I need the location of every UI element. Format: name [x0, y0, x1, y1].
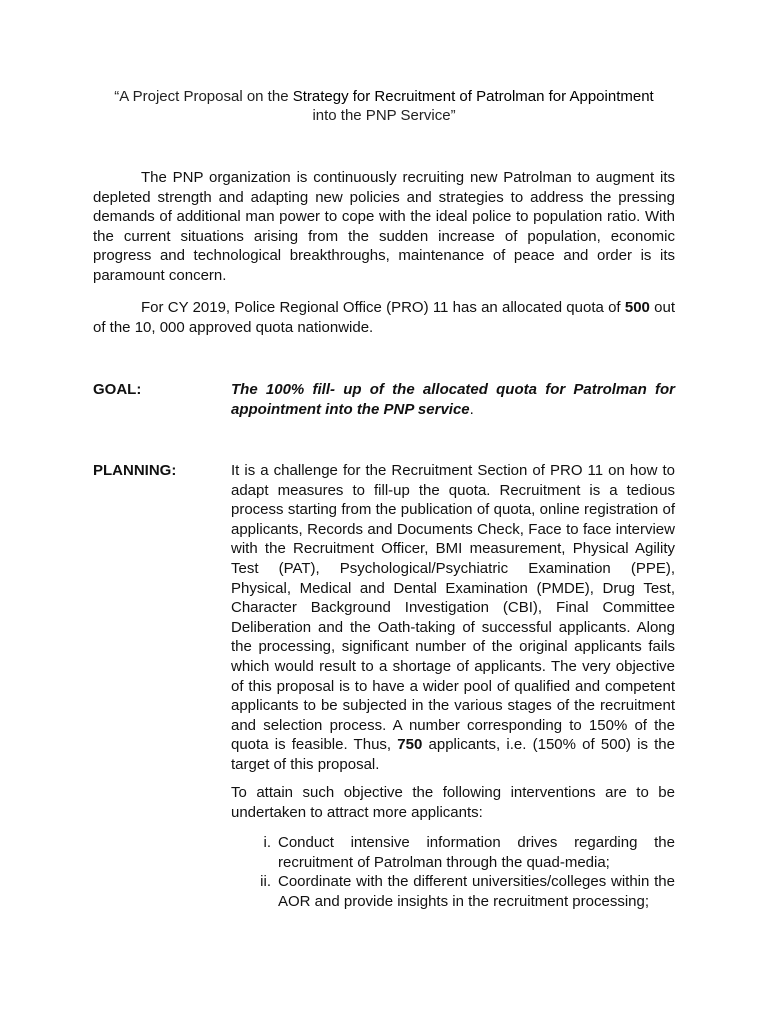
- quota-value: 500: [624, 299, 650, 316]
- target-value: 750: [397, 736, 423, 754]
- interventions-list: [231, 833, 675, 911]
- planning-paragraph-2: To attain such objective the following interventions are to be undertaken to attract more applicants:: [231, 784, 675, 821]
- goal-label: GOAL:: [93, 381, 142, 398]
- document-title: [93, 87, 675, 125]
- list-item-number: i.: [263, 834, 271, 851]
- intro-p2-before: For CY 2019, Police Regional Office (PRO) 11 has an allocated quota of: [141, 299, 625, 316]
- goal-period: .: [469, 400, 474, 418]
- list-item: [231, 872, 675, 911]
- goal-text: The 100% fill- up of the allocated quota for Patrolman for appointment into the PNP service: [231, 381, 675, 418]
- intro-p1-text: The PNP organization is continuously recruiting new Patrolman to augment its depleted strength and adapting new policies and strategies to address the pressing demands of additional man power to cope with the ideal police to population ratio. With the current situations arising from the sudden increase of population, economic progress and technological breakthroughs, maintenance of peace and order is its paramount concern.: [93, 169, 675, 284]
- title-main: Strategy for Recruitment of Patrolman for Appointment: [292, 88, 654, 105]
- title-line2: into the PNP Service”: [312, 107, 456, 124]
- planning-paragraph-1: [231, 461, 675, 775]
- intro-paragraph-1: [93, 168, 675, 286]
- planning-p1-after: applicants, i.e. (150% of 500) is the target of this proposal.: [231, 736, 675, 773]
- title-prefix: “A Project Proposal on the: [114, 88, 293, 105]
- list-item-number: ii.: [260, 873, 271, 891]
- list-item: [231, 833, 675, 872]
- intro-paragraph-2: [93, 298, 675, 337]
- list-item-text: Conduct intensive information drives regarding the recruitment of Patrolman through the quad-media;: [278, 834, 675, 871]
- planning-label: PLANNING:: [93, 462, 177, 479]
- goal-statement: [231, 380, 675, 419]
- list-item-text: Coordinate with the different universities/colleges within the AOR and provide insights in the recruitment processing;: [278, 873, 675, 910]
- planning-p1-text: It is a challenge for the Recruitment Section of PRO 11 on how to adapt measures to fill-up the quota. Recruitment is a tedious process starting from the publication of quota, online registration of applicants, Records and Documents Check, Face to face interview with the Recruitment Officer, BMI measurement, Physical Agility Test (PAT), Psychological/Psychiatric Examination (PPE), Physical, Medical and Dental Examination (PMDE), Drug Test, Character Background Investigation (CBI), Final Committee Deliberation and the Oath-taking of successful applicants. Along the processing, significant number of the original applicants fails which would result to a shortage of applicants. The very objective of this proposal is to have a wider pool of qualified and competent applicants to be subjected in the various stages of the recruitment and selection process. A number corresponding to 150% of the quota is feasible. Thus,: [231, 462, 675, 754]
- intro-p2-after: out of the 10, 000 approved quota nationwide.: [93, 299, 675, 336]
